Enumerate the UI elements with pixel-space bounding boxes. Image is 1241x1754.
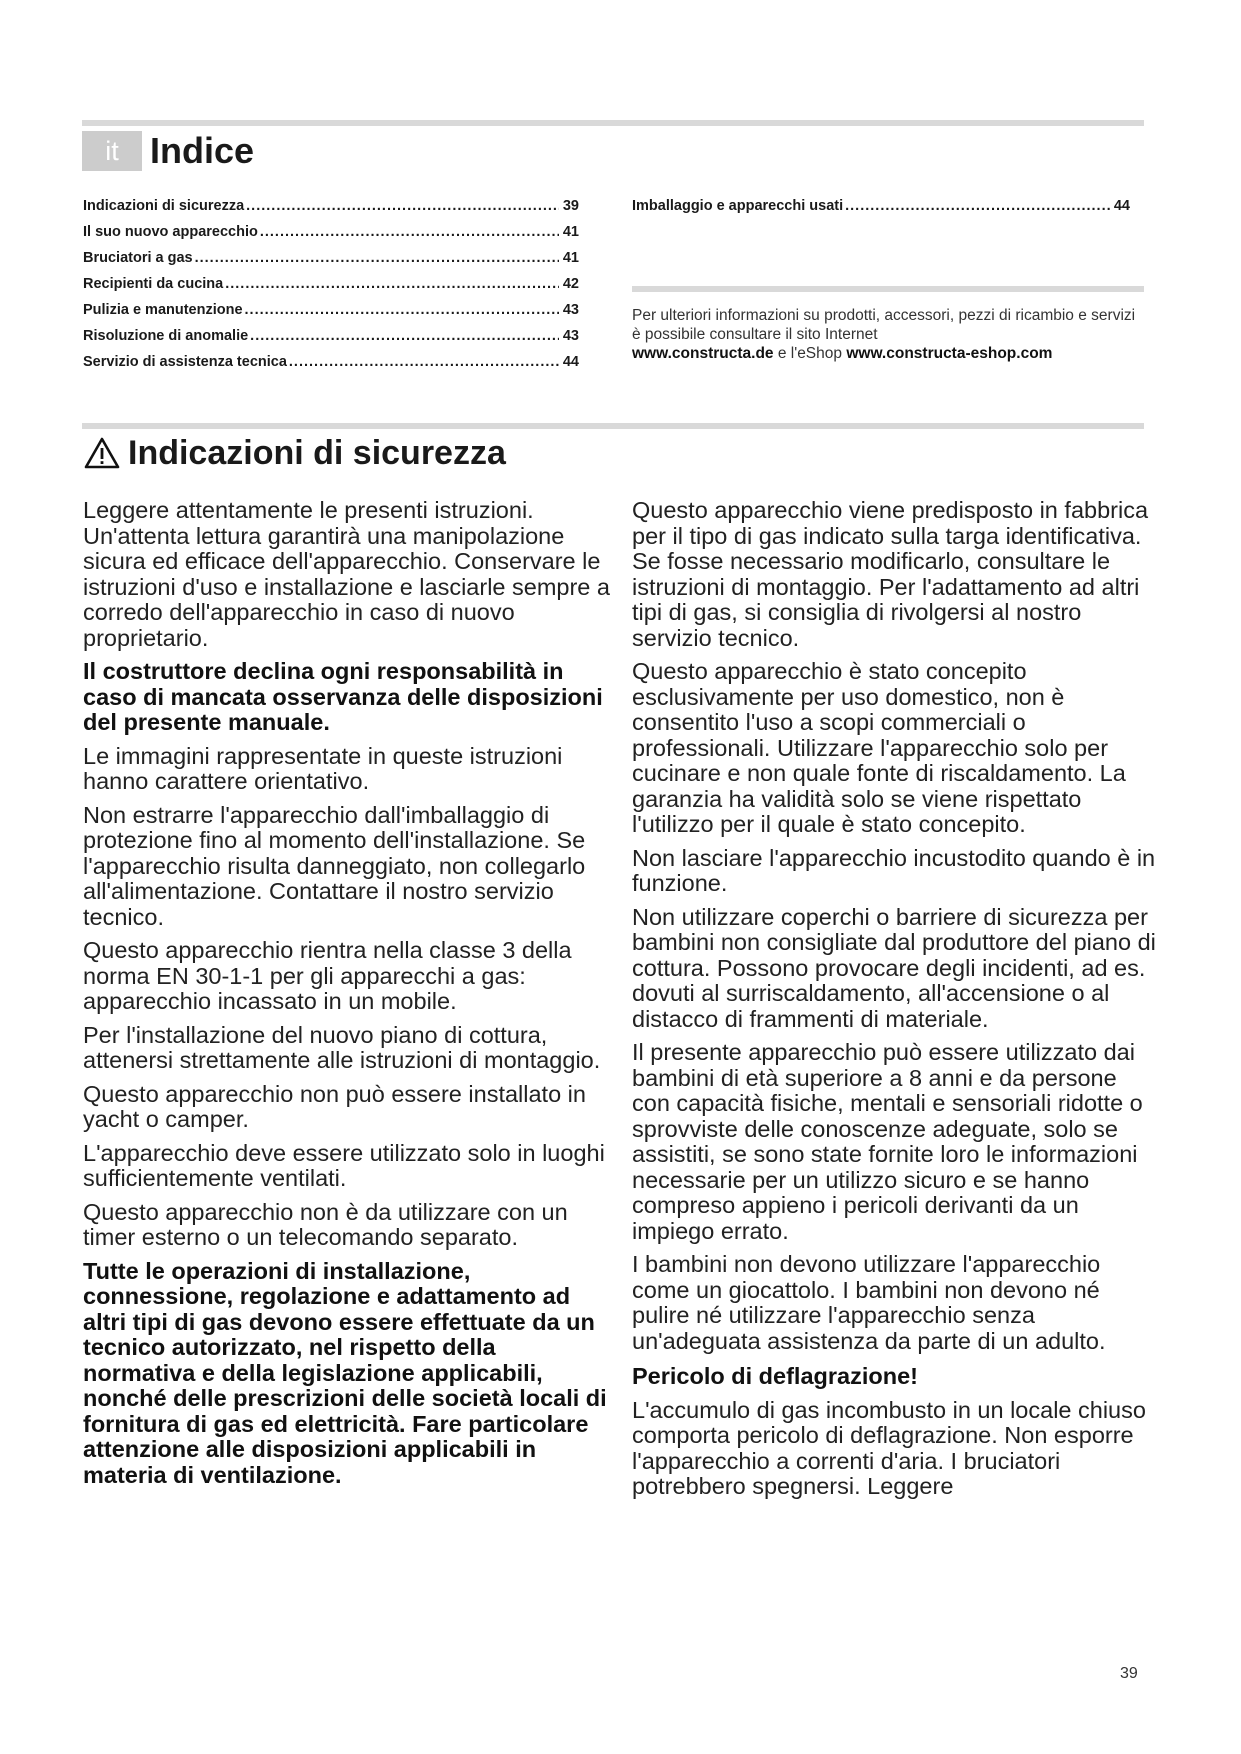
toc-item-label: Il suo nuovo apparecchio [83,224,258,240]
page-number: 39 [1120,1665,1138,1682]
toc-item-label: Pulizia e manutenzione [83,302,243,318]
toc-item[interactable] [632,198,1130,224]
toc-item-page: 42 [562,276,579,292]
paragraph: Questo apparecchio è stato concepito esclusivamente per uso domestico, non è consentito l'uso a scopi commerciali o professionali. Utilizzare l'apparecchio solo per cucinare e non quale fonte di riscaldamento. La garanzia ha validità solo se viene rispettato l'utilizzo per il quale è stato concepito. [632,658,1126,837]
toc-item-label: Risoluzione di anomalie [83,328,249,344]
toc-item-label: Servizio di assistenza tecnica [83,354,287,370]
warning-triangle-icon [84,437,120,469]
right-column [632,498,1160,1508]
table-of-contents-right [632,198,1130,224]
info-rule [632,286,1144,292]
toc-leader [245,302,559,318]
toc-item-label: Recipienti da cucina [83,276,224,292]
paragraph: Questo apparecchio non può essere installato in yacht o camper. [83,1080,586,1132]
paragraph: Non lasciare l'apparecchio incustodito quando è in funzione. [632,844,1156,896]
info-note [632,306,1144,363]
toc-leader [289,354,559,370]
toc-leader [195,250,559,266]
paragraph: Il presente apparecchio può essere utilizzato dai bambini di età superiore a 8 anni e da persone con capacità fisiche, mentali e sensoriali ridotte o sprovviste delle conoscenze adeguate, solo se assistiti, se sono state fornite loro le informazioni necessarie per un utilizzo sicuro e se hanno compreso appieno i pericoli derivanti da un impiego errato. [632,1039,1143,1244]
paragraph: Le immagini rappresentate in queste istruzioni hanno carattere orientativo. [83,742,563,794]
toc-item[interactable] [83,302,579,328]
paragraph: Questo apparecchio rientra nella classe 3 della norma EN 30-1-1 per gli apparecchi a gas: apparecchio incassato in un mobile. [83,937,572,1014]
language-tag: it [82,131,142,171]
toc-item[interactable] [83,198,579,224]
toc-leader [845,198,1110,214]
bold-paragraph: Tutte le operazioni di installazione, connessione, regolazione e adattamento ad altri tipi di gas devono essere effettuate da un tecnico autorizzato, nel rispetto della normativa e della legislazione applicabili, nonché delle prescrizioni delle società locali di fornitura di gas ed elettricità. Fare particolare attenzione alle disposizioni applicabili in materia di ventilazione. [83,1257,607,1488]
subheading: Pericolo di deflagrazione! [632,1363,918,1389]
paragraph: Per l'installazione del nuovo piano di cottura, attenersi strettamente alle istruzioni di montaggio. [83,1021,601,1073]
toc-leader [225,276,559,292]
paragraph: Questo apparecchio viene predisposto in fabbrica per il tipo di gas indicato sulla targa identificativa. Se fosse necessario modificarlo, consultare le istruzioni di montaggio. Per l'adattamento ad altri tipi di gas, si consiglia di rivolgersi al nostro servizio tecnico. [632,497,1149,651]
section-title-text: Indicazioni di sicurezza [128,434,506,472]
toc-item-page: 44 [562,354,579,370]
toc-leader [250,328,559,344]
toc-item-page: 43 [562,328,579,344]
toc-item-page: 44 [1113,198,1130,214]
table-of-contents [83,198,579,380]
paragraph: Non utilizzare coperchi o barriere di sicurezza per bambini non consigliate dal produttore del piano di cottura. Possono provocare degli incidenti, ad es. dovuti al surriscaldamento, all'accensione o al distacco di frammenti di materiale. [632,903,1156,1032]
left-column [83,498,611,1496]
paragraph: Leggere attentamente le presenti istruzioni. Un'attenta lettura garantirà una manipolazione sicura ed efficace dell'apparecchio. Conservare le istruzioni d'uso e installazione e lasciarle sempre a corredo dell'apparecchio in caso di nuovo proprietario. [83,497,610,651]
paragraph: Questo apparecchio non è da utilizzare con un timer esterno o un telecomando separato. [83,1198,568,1250]
toc-item-page: 39 [562,198,579,214]
bold-paragraph: Il costruttore declina ogni responsabilità in caso di mancata osservanza delle disposizioni del presente manuale. [83,658,603,735]
toc-item[interactable] [83,354,579,380]
toc-item[interactable] [83,250,579,276]
toc-item-label: Bruciatori a gas [83,250,193,266]
toc-item-page: 43 [562,302,579,318]
paragraph: L'apparecchio deve essere utilizzato solo in luoghi sufficientemente ventilati. [83,1139,605,1191]
toc-item-label: Imballaggio e apparecchi usati [632,198,844,214]
toc-item[interactable] [83,224,579,250]
toc-leader [260,224,559,240]
paragraph: I bambini non devono utilizzare l'apparecchio come un giocattolo. I bambini non devono né pulire né utilizzare l'apparecchio senza un'adeguata assistenza da parte di un adulto. [632,1251,1106,1354]
toc-item-page: 41 [562,224,579,240]
paragraph: Non estrarre l'apparecchio dall'imballaggio di protezione fino al momento dell'installazione. Se l'apparecchio risulta danneggiato, non collegarlo all'alimentazione. Contattare il nostro servizio tecnico. [83,801,586,930]
toc-item[interactable] [83,276,579,302]
toc-item-page: 41 [562,250,579,266]
section-title [84,428,506,478]
info-text: Per ulteriori informazioni su prodotti, accessori, pezzi di ricambio e servizi è possibile consultare il sito Internet [632,307,1136,343]
page-title: Indice [150,130,255,171]
toc-leader [246,198,559,214]
toc-item[interactable] [83,328,579,354]
website-link[interactable]: www.constructa.de [632,345,774,362]
paragraph: L'accumulo di gas incombusto in un locale chiuso comporta pericolo di deflagrazione. Non esporre l'apparecchio a correnti d'aria. I bruciatori potrebbero spegnersi. Leggere [632,1396,1146,1499]
info-connector: e l'eShop [777,345,843,362]
toc-item-label: Indicazioni di sicurezza [83,198,245,214]
eshop-link[interactable]: www.constructa-eshop.com [846,345,1053,362]
